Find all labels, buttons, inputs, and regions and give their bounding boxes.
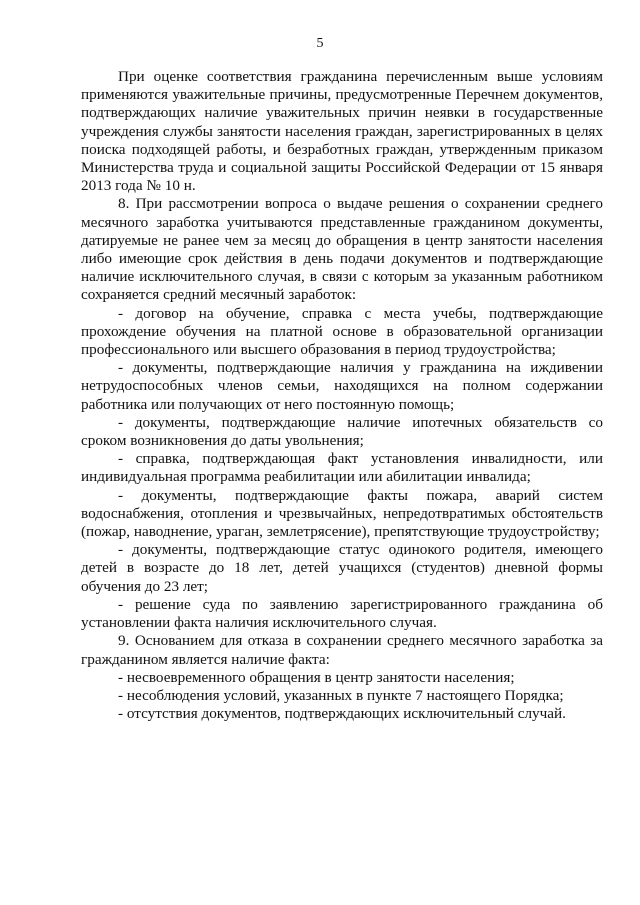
list-item-single-parent: - документы, подтверждающие статус одинокого родителя, имеющего детей в возрасте до 18 лет, детей учащихся (студентов) дневной формы обучения до 23 лет; [81,541,603,595]
list-item-training-contract: - договор на обучение, справка с места учебы, подтверждающие прохождение обучения на платной основе в образовательной организации профессионального или высшего образования в период трудоустройства; [81,304,603,359]
document-body [81,68,603,723]
paragraph-valid-reasons: При оценке соответствия гражданина перечисленным выше условиям применяются уважительные причины, предусмотренные Перечнем документов, подтверждающих наличие уважительных причин неявки в государственные учреждения службы занятости населения граждан, зарегистрированных в целях поиска подходящей работы, и безработных граждан, утвержденным приказом Министерства труда и социальной защиты Российской Федерации от 15 января 2013 года № 10 н. [81,68,603,195]
list-item-mortgage: - документы, подтверждающие наличие ипотечных обязательств со сроком возникновения до даты увольнения; [81,413,603,450]
list-item-late-application: - несвоевременного обращения в центр занятости населения; [118,668,515,686]
list-item-dependents: - документы, подтверждающие наличия у гражданина на иждивении нетрудоспособных членов семьи, находящихся на полном содержании работника или получающих от него постоянную помощь; [81,359,603,413]
list-item-conditions-not-met: - несоблюдения условий, указанных в пункте 7 настоящего Порядка; [118,686,564,704]
list-item-emergency: - документы, подтверждающие факты пожара, аварий систем водоснабжения, отопления и чрезвычайных, непредотвратимых обстоятельств (пожар, наводнение, ураган, землетрясение), препятствующие трудоустройству; [81,486,603,541]
list-item-missing-documents: - отсутствия документов, подтверждающих исключительный случай. [118,705,566,723]
paragraph-item-9: 9. Основанием для отказа в сохранении среднего месячного заработка за гражданином является наличие факта: [81,632,603,668]
list-item-court-decision: - решение суда по заявлению зарегистрированного гражданина об установлении факта наличия исключительного случая. [81,595,603,632]
page-number: 5 [316,36,324,51]
paragraph-item-8: 8. При рассмотрении вопроса о выдаче решения о сохранении среднего месячного заработка учитываются представленные гражданином документы, датируемые не ранее чем за месяц до обращения в центр занятости населения либо имеющие срок действия в день подачи документов и подтверждающие наличие исключительного случая, в связи с которым за указанным работником сохраняется средний месячный заработок: [81,195,603,304]
list-item-disability: - справка, подтверждающая факт установления инвалидности, или индивидуальная программа реабилитации или абилитации инвалида; [81,450,603,486]
